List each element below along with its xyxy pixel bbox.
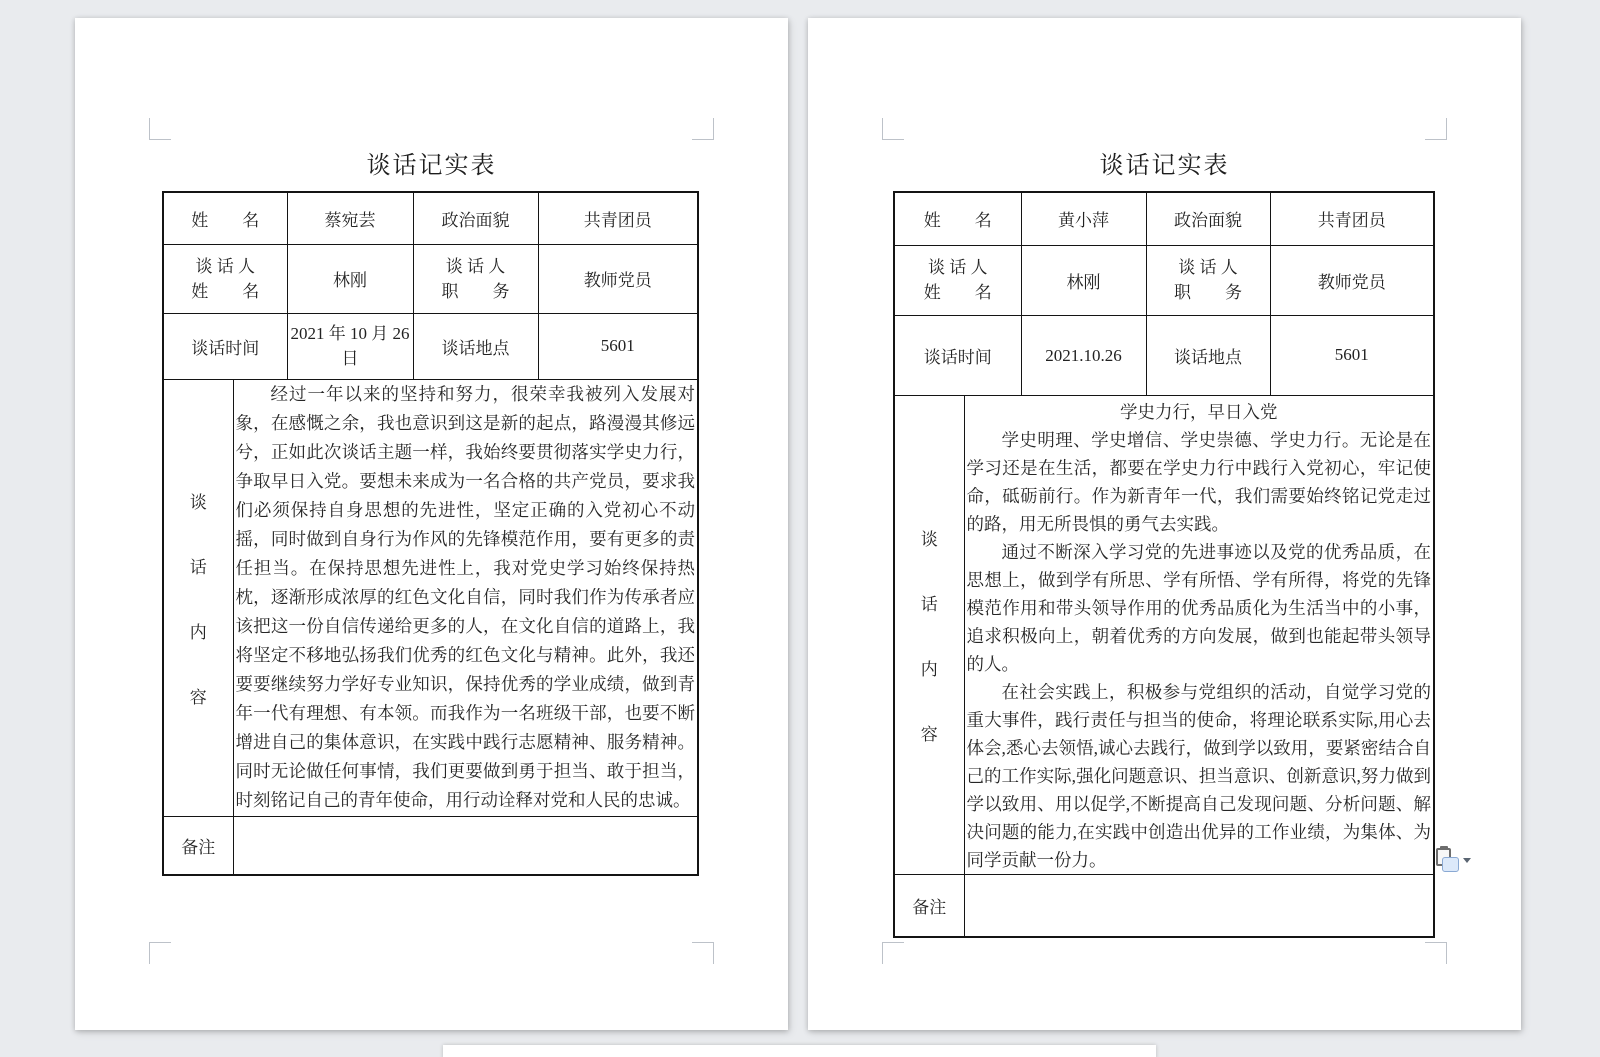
time-label: 谈话时间 [191, 338, 260, 358]
document-page-3-edge [443, 1045, 1156, 1057]
interviewer-duty-label-cell[interactable] [1146, 245, 1270, 315]
interviewer-label-line1: 谈 话 人 [195, 256, 255, 276]
pasted-page-icon [1442, 857, 1459, 872]
remark-label: 备注 [912, 897, 947, 917]
margin-corner-mark [149, 118, 171, 140]
place-label: 谈话地点 [1174, 347, 1242, 367]
name-label-cell[interactable] [894, 192, 1021, 245]
remark-label-cell[interactable] [163, 816, 233, 875]
chevron-down-icon [1463, 858, 1471, 863]
clipboard-clip [1440, 846, 1448, 850]
table-row [163, 192, 698, 244]
political-label: 政治面貌 [441, 210, 510, 230]
political-value-cell[interactable] [1270, 192, 1434, 245]
content-label-char: 谈 [920, 529, 938, 549]
name-label: 姓 名 [923, 211, 992, 231]
interviewer-name-value-cell[interactable] [287, 244, 413, 313]
content-label-char: 容 [189, 687, 207, 707]
interviewer-name-value: 林刚 [333, 271, 367, 290]
margin-corner-mark [1425, 942, 1447, 964]
duty-label-line1: 谈 话 人 [1178, 258, 1238, 277]
content-label-char: 容 [920, 724, 938, 744]
interviewer-label-line2: 姓 名 [923, 283, 992, 302]
content-label-char: 话 [189, 557, 207, 577]
name-value: 黄小萍 [1058, 211, 1109, 231]
political-label-cell[interactable] [413, 192, 538, 244]
content-paragraph: 在社会实践上，积极参与党组织的活动，自觉学习党的重大事件，践行责任与担当的使命，将理论联系实际,用心去体会,悉心去领悟,诚心去践行，做到学以致用，要紧密结合自己的工作实际,强化问题意识、担当意识、创新意识,努力做到学以致用、用以促学,不断提高自己发现问题、分析问题、解决问题的能力,在实践中创造出优异的工作业绩，为集体、为同学贡献一份力。 [966, 681, 1431, 870]
content-label-cell[interactable] [163, 379, 233, 816]
interviewer-duty-label-cell[interactable] [413, 244, 538, 313]
margin-corner-mark [692, 118, 714, 140]
table-row [894, 874, 1434, 937]
interview-record-table [893, 191, 1435, 938]
table-row [163, 313, 698, 379]
interviewer-label-line2: 姓 名 [191, 281, 260, 301]
table-row [894, 192, 1434, 245]
table-row [894, 395, 1434, 874]
interviewer-name-label-cell[interactable] [163, 244, 287, 313]
interviewer-duty-value: 教师党员 [583, 271, 652, 290]
time-value-cell[interactable] [1021, 315, 1146, 395]
table-row [894, 245, 1434, 315]
content-paragraph: 经过一年以来的坚持和努力，很荣幸我被列入发展对象，在感慨之余，我也意识到这是新的起点，路漫漫其修远兮，正如此次谈话主题一样，我始终要贯彻落实学史力行，争取早日入党。要想未来成为一名合格的共产党员，要求我们必须保持自身思想的先进性，坚定正确的入党初心不动摇，同时做到自身行为作风的先锋模范作用，要有更多的责任担当。在保持思想先进性上，我对党史学习始终保持热枕，逐渐形成浓厚的红色文化自信，同时我们作为传承者应该把这一份自信传递给更多的人，在文化自信的道路上，我将坚定不移地弘扬我们优秀的红色文化与精神。此外，我还要要继续努力学好专业知识，保持优秀的学业成绩，做到青年一代有理想、有本领。而我作为一名班级干部，也要不断增进自己的集体意识，在实践中践行志愿精神、服务精神。同时无论做任何事情，我们更要做到勇于担当、敢于担当，时刻铭记自己的青年使命，用行动诠释对党和人民的忠诚。 [235, 384, 695, 810]
remark-label-cell[interactable] [894, 874, 964, 937]
political-value-cell[interactable] [538, 192, 698, 244]
time-label: 谈话时间 [923, 347, 992, 367]
duty-label-line2: 职 务 [441, 281, 510, 301]
document-page-1 [75, 18, 788, 1030]
margin-corner-mark [882, 118, 904, 140]
duty-label-line1: 谈 话 人 [445, 256, 506, 276]
remark-value-cell[interactable] [964, 874, 1434, 937]
interviewer-duty-value: 教师党员 [1317, 272, 1386, 292]
time-label-cell[interactable] [163, 313, 287, 379]
page-title[interactable]: 谈话记实表 [1099, 153, 1230, 179]
name-value-cell[interactable] [287, 192, 413, 244]
content-label-cell[interactable] [894, 395, 964, 874]
place-label-cell[interactable] [413, 313, 538, 379]
place-value-cell[interactable] [538, 313, 698, 379]
political-value: 共青团员 [1317, 211, 1386, 231]
place-value: 5601 [600, 336, 635, 355]
interviewer-label-line1: 谈 话 人 [928, 258, 988, 277]
margin-corner-mark [882, 942, 904, 964]
place-label: 谈话地点 [441, 338, 510, 358]
content-label-char: 内 [920, 659, 938, 679]
margin-corner-mark [149, 942, 171, 964]
place-value-cell[interactable] [1270, 315, 1434, 395]
content-heading: 学史力行，早日入党 [1120, 401, 1278, 422]
interviewer-name-value: 林刚 [1066, 272, 1101, 292]
place-value: 5601 [1334, 345, 1369, 364]
place-label-cell[interactable] [1146, 315, 1270, 395]
political-value: 共青团员 [583, 210, 652, 230]
interview-record-table [162, 191, 699, 876]
content-label-char: 话 [920, 594, 938, 614]
page-title[interactable]: 谈话记实表 [366, 153, 497, 179]
content-paragraph: 通过不断深入学习党的先进事迹以及党的优秀品质，在思想上，做到学有所思、学有所悟、学有所得，将党的先锋模范作用和带头领导作用的优秀品质化为生活当中的小事，追求积极向上，朝着优秀的方向发展，做到也能起带头领导的人。 [966, 541, 1431, 674]
interviewer-name-label-cell[interactable] [894, 245, 1021, 315]
name-value: 蔡宛芸 [324, 210, 376, 230]
content-label-char: 谈 [189, 492, 207, 512]
content-text-cell[interactable] [233, 379, 698, 816]
content-paragraph: 学史明理、学史增信、学史崇德、学史力行。无论是在学习还是在生活，都要在学史力行中践行入党初心，牢记使命，砥砺前行。作为新青年一代，我们需要始终铭记党走过的路，用无所畏惧的勇气去实践。 [966, 429, 1431, 534]
political-label-cell[interactable] [1146, 192, 1270, 245]
margin-corner-mark [692, 942, 714, 964]
time-label-cell[interactable] [894, 315, 1021, 395]
time-value-cell[interactable] [287, 313, 413, 379]
content-text-cell[interactable] [964, 395, 1434, 874]
political-label: 政治面貌 [1174, 211, 1242, 231]
name-label: 姓 名 [191, 210, 260, 230]
table-row [163, 244, 698, 313]
duty-label-line2: 职 务 [1174, 283, 1242, 302]
table-row [163, 816, 698, 875]
interviewer-duty-value-cell[interactable] [1270, 245, 1434, 315]
time-value-line1: 2021 年 10 月 26 [290, 324, 410, 343]
margin-corner-mark [1425, 118, 1447, 140]
time-value-line1: 2021.10.26 [1045, 345, 1122, 365]
document-page-2 [808, 18, 1521, 1030]
remark-value-cell[interactable] [233, 816, 698, 875]
interviewer-duty-value-cell[interactable] [538, 244, 698, 313]
name-label-cell[interactable] [163, 192, 287, 244]
remark-label: 备注 [181, 837, 216, 857]
table-row [163, 379, 698, 816]
content-label-char: 内 [189, 622, 207, 642]
name-value-cell[interactable] [1021, 192, 1146, 245]
paste-options-button[interactable] [1433, 846, 1471, 876]
time-value-line2: 日 [341, 349, 359, 368]
interviewer-name-value-cell[interactable] [1021, 245, 1146, 315]
table-row [894, 315, 1434, 395]
